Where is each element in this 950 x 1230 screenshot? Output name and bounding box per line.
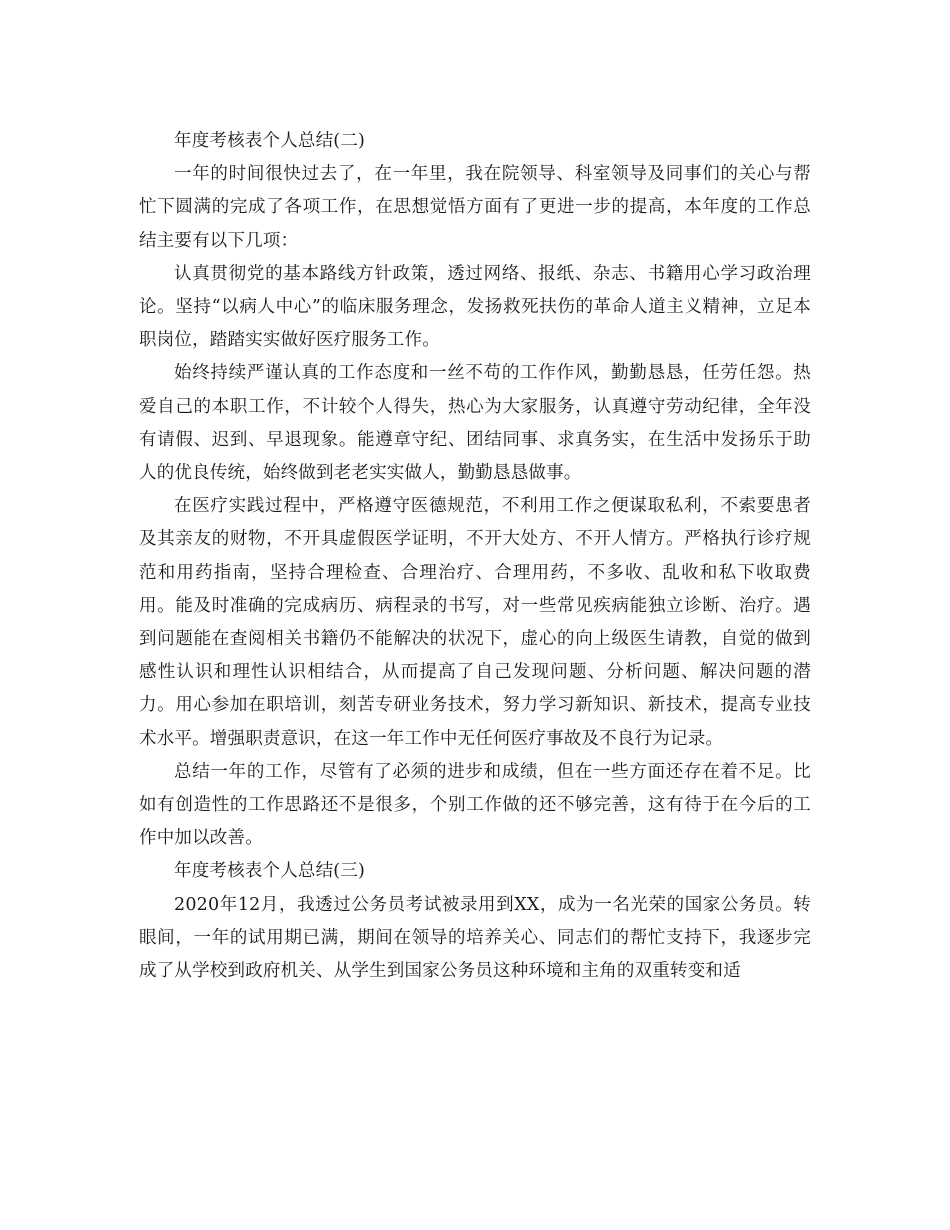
section-heading-2: 年度考核表个人总结(二) <box>174 131 366 151</box>
document-body <box>139 125 811 988</box>
section-heading-3: 年度考核表个人总结(三) <box>174 861 366 882</box>
paragraph-medical-practice: 在医疗实践过程中，严格遵守医德规范，不利用工作之便谋取私利，不索要患者及其亲友的财物，不开具虚假医学证明，不开大处方、不开人情方。严格执行诊疗规范和用药指南，坚持合理检查、合理治疗、合理用药，不多收、乱收和私下收取费用。能及时准确的完成病历、病程录的书写，对一些常见疾病能独立诊断、治疗。遇到问题能在查阅相关书籍仍不能解决的状况下，虚心的向上级医生请教，自觉的做到感性认识和理性认识相结合，从而提高了自己发现问题、分析问题、解决问题的潜力。用心参加在职培训，刻苦专研业务技术，努力学习新知识、新技术，提高专业技术水平。增强职责意识，在这一年工作中无任何医疗事故及不良行为记录。 <box>139 496 811 749</box>
paragraph-civil-servant: 2020年12月，我透过公务员考试被录用到XX，成为一名光荣的国家公务员。转眼间，一年的试用期已满，期间在领导的培养关心、同志们的帮忙支持下，我逐步完成了从学校到政府机关、从学生到国家公务员这种环境和主角的双重转变和适 <box>139 894 811 982</box>
paragraph-intro: 一年的时间很快过去了，在一年里，我在院领导、科室领导及同事们的关心与帮忙下圆满的完成了各项工作，在思想觉悟方面有了更进一步的提高，本年度的工作总结主要有以下几项： <box>139 164 811 251</box>
paragraph-politics: 认真贯彻党的基本路线方针政策，透过网络、报纸、杂志、书籍用心学习政治理论。坚持“以病人中心”的临床服务理念，发扬救死扶伤的革命人道主义精神，立足本职岗位，踏踏实实做好医疗服务工作。 <box>139 263 811 351</box>
paragraph-attitude: 始终持续严谨认真的工作态度和一丝不苟的工作作风，勤勤恳恳，任劳任怨。热爱自己的本职工作，不计较个人得失，热心为大家服务，认真遵守劳动纪律，全年没有请假、迟到、早退现象。能遵章守纪、团结同事、求真务实，在生活中发扬乐于助人的优良传统，始终做到老老实实做人，勤勤恳恳做事。 <box>139 363 811 484</box>
paragraph-shortcomings: 总结一年的工作，尽管有了必须的进步和成绩，但在一些方面还存在着不足。比如有创造性的工作思路还不是很多，个别工作做的还不够完善，这有待于在今后的工作中加以改善。 <box>139 761 811 849</box>
